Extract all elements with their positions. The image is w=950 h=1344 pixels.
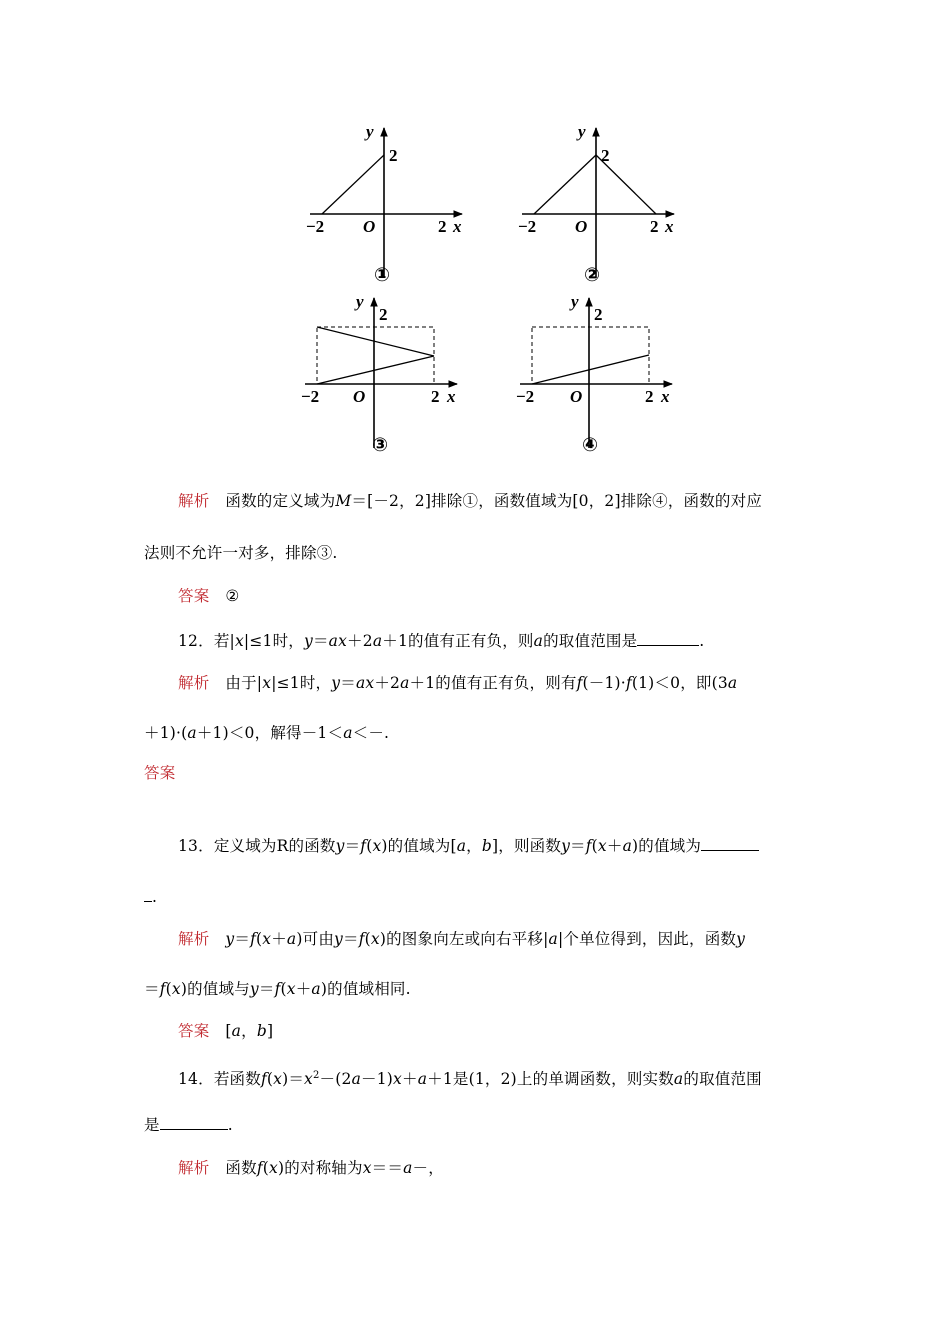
- q11-analysis-line-2: 法则不允许一对多，排除③.: [144, 544, 338, 562]
- q12-analysis-line-1: 解析 由于|x|≤1时，y＝ax＋2a＋1的值有正有负，则有f(－1)·f(1)＜0，即(3a: [178, 674, 738, 692]
- x-axis-label: x: [447, 387, 456, 406]
- figure-number: ④: [582, 434, 599, 456]
- y-tick-label: 2: [594, 305, 603, 324]
- y-tick-label: 2: [601, 146, 610, 165]
- dashed-box: [532, 327, 649, 384]
- q11-answer: 答案 ②: [178, 587, 240, 605]
- answer-blank: [160, 1115, 228, 1130]
- y-axis-label: y: [366, 122, 374, 141]
- q12-question: 12．若|x|≤1时，y＝ax＋2a＋1的值有正有负，则a的取值范围是 .: [178, 632, 705, 650]
- x-tick-neg: −2: [518, 217, 537, 236]
- figure-2: [512, 120, 692, 290]
- y-axis-label: y: [356, 292, 364, 311]
- q14-question-line-2: 是 .: [144, 1116, 233, 1134]
- graph-line-upper: [317, 327, 434, 356]
- figure-2-svg: [512, 120, 692, 290]
- q13-analysis-line-1: 解析 y＝f(x＋a)可由y＝f(x)的图象向左或向右平移|a|个单位得到，因此，函数y: [178, 930, 746, 948]
- figure-4: [510, 290, 690, 460]
- figure-number: ②: [584, 264, 601, 286]
- x-tick-neg: −2: [516, 387, 535, 406]
- x-axis-label: x: [665, 217, 674, 236]
- figure-3-svg: [295, 290, 475, 460]
- q13-question-line-2: .: [144, 887, 157, 907]
- analysis-label: 解析: [178, 492, 210, 510]
- x-tick-pos: 2: [645, 387, 654, 406]
- x-tick-neg: −2: [306, 217, 325, 236]
- answer-blank: [701, 836, 759, 851]
- answer-label: 答案: [178, 587, 210, 605]
- graph-line-left: [534, 155, 596, 214]
- q13-question-line-1: 13．定义域为R的函数y＝f(x)的值域为[a，b]，则函数y＝f(x＋a)的值域为: [178, 836, 759, 856]
- origin-label: O: [570, 387, 583, 406]
- figure-1: [300, 120, 480, 290]
- answer-blank-cont: [144, 887, 152, 902]
- q12-answer: [144, 763, 175, 783]
- x-axis-label: x: [453, 217, 462, 236]
- q14-analysis: 解析 函数f(x)的对称轴为x＝＝a－，: [178, 1159, 444, 1177]
- q14-question-line-1: 14．若函数$f(x)=x^2-(2a-1)x+a+1$是(1，2)上的单调函数，则实数a的取值范围: [178, 1070, 762, 1089]
- origin-label: O: [353, 387, 366, 406]
- analysis-label: 解析: [178, 674, 210, 692]
- figure-3: [295, 290, 475, 460]
- graph-line-lower: [317, 356, 434, 384]
- answer-label: 答案: [144, 764, 176, 782]
- analysis-label: 解析: [178, 930, 210, 948]
- q12-analysis-line-2: ＋1)·(a＋1)＜0，解得－1＜a＜－.: [144, 724, 390, 742]
- y-axis-label: y: [578, 122, 586, 141]
- x-tick-pos: 2: [431, 387, 440, 406]
- origin-label: O: [575, 217, 588, 236]
- figure-1-svg: [300, 120, 480, 290]
- origin-label: O: [363, 217, 376, 236]
- y-axis-label: y: [571, 292, 579, 311]
- q13-answer: 答案 [a，b]: [178, 1022, 274, 1040]
- x-tick-neg: −2: [301, 387, 320, 406]
- graph-line: [322, 155, 384, 214]
- figure-number: ③: [372, 434, 389, 456]
- y-tick-label: 2: [379, 305, 388, 324]
- answer-label: 答案: [178, 1022, 210, 1040]
- q11-analysis-line-1: 解析 函数的定义域为M＝[－2，2]排除①，函数值域为[0，2]排除④，函数的对应: [178, 492, 763, 510]
- y-tick-label: 2: [389, 146, 398, 165]
- analysis-label: 解析: [178, 1159, 210, 1177]
- graph-line: [532, 355, 649, 384]
- x-axis-label: x: [661, 387, 670, 406]
- dashed-box: [317, 327, 434, 384]
- figure-4-svg: [510, 290, 690, 460]
- answer-blank: [637, 631, 699, 646]
- figure-number: ①: [374, 264, 391, 286]
- q13-analysis-line-2: ＝f(x)的值域与y＝f(x＋a)的值域相同.: [144, 980, 411, 998]
- x-tick-pos: 2: [438, 217, 447, 236]
- x-tick-pos: 2: [650, 217, 659, 236]
